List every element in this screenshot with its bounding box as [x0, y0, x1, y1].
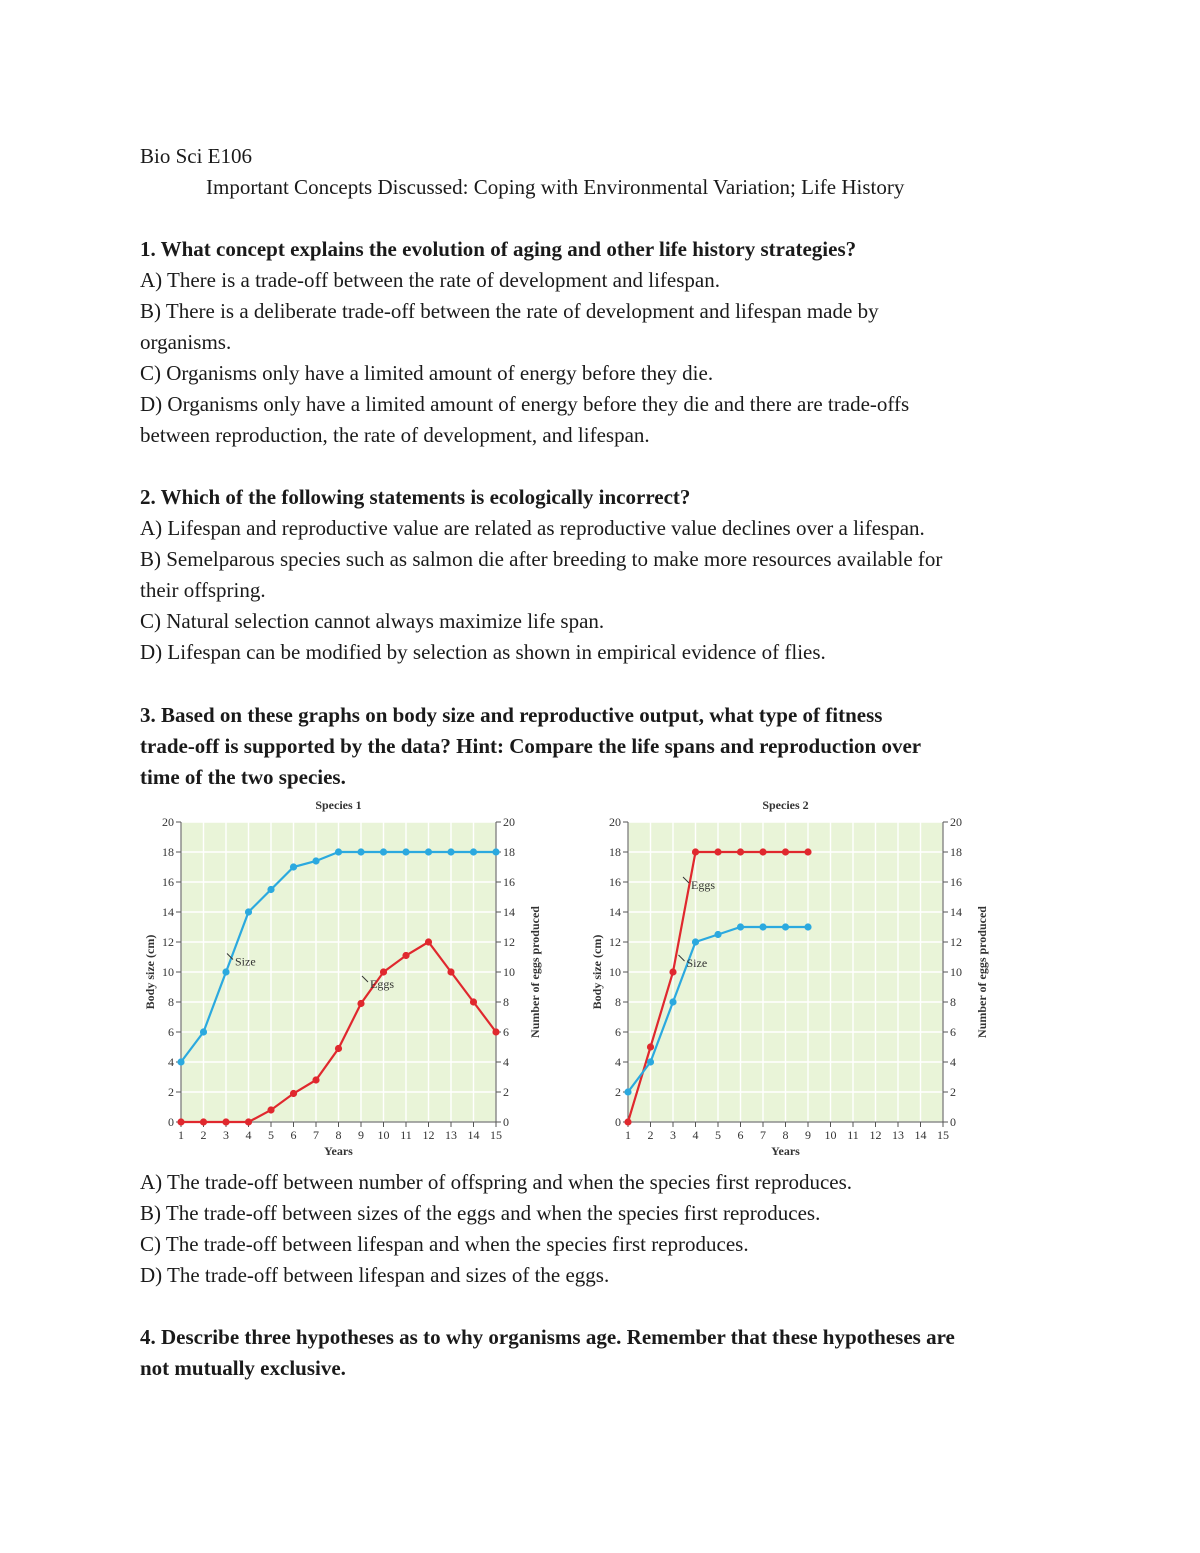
x-tick-label: 4 — [245, 1128, 252, 1142]
chart-title: Species 1 — [315, 798, 362, 812]
y-tick-label-left: 2 — [615, 1085, 621, 1099]
q2-option-d: D) Lifespan can be modified by selection as shown in empirical evidence of flies. — [140, 640, 826, 664]
size-data-point — [312, 857, 319, 864]
q1-option-d: D) Organisms only have a limited amount of energy before they die and there are trade-offs — [140, 392, 910, 416]
size-data-point — [714, 931, 721, 938]
size-data-point — [447, 848, 454, 855]
eggs-data-point — [335, 1045, 342, 1052]
eggs-data-point — [245, 1118, 252, 1125]
concepts-heading: Important Concepts Discussed: Coping with Environmental Variation; Life History — [206, 175, 905, 199]
y-tick-label-right: 12 — [503, 935, 515, 949]
q1-option-b: B) There is a deliberate trade-off between the rate of development and lifespan made by — [140, 299, 879, 323]
eggs-data-point — [647, 1043, 654, 1050]
y-tick-label-left: 8 — [168, 995, 174, 1009]
species-2-chart — [587, 792, 1007, 1162]
x-axis-label: Years — [324, 1144, 353, 1158]
x-tick-label: 9 — [358, 1128, 364, 1142]
x-tick-label: 7 — [313, 1128, 319, 1142]
size-data-point — [647, 1058, 654, 1065]
x-tick-label: 13 — [892, 1128, 904, 1142]
y-tick-label-right: 18 — [503, 845, 515, 859]
x-tick-label: 11 — [400, 1128, 412, 1142]
y-tick-label-right: 16 — [503, 875, 515, 889]
y-tick-label-right: 12 — [950, 935, 962, 949]
y-tick-label-left: 8 — [615, 995, 621, 1009]
size-data-point — [624, 1088, 631, 1095]
eggs-data-point — [222, 1118, 229, 1125]
q2-option-c: C) Natural selection cannot always maximize life span. — [140, 609, 605, 633]
y-tick-label-left: 4 — [168, 1055, 174, 1069]
y-tick-label-left: 12 — [609, 935, 621, 949]
y-tick-label-left: 6 — [168, 1025, 174, 1039]
y-tick-label-right: 0 — [950, 1115, 956, 1129]
question-1: 1. What concept explains the evolution of aging and other life history strategies? — [140, 237, 857, 261]
q3-option-b: B) The trade-off between sizes of the eggs and when the species first reproduces. — [140, 1201, 821, 1225]
x-tick-label: 14 — [914, 1128, 927, 1142]
q1-option-c: C) Organisms only have a limited amount of energy before they die. — [140, 361, 714, 385]
size-data-point — [737, 923, 744, 930]
question-4-line-2: not mutually exclusive. — [140, 1356, 346, 1380]
y-tick-label-left: 10 — [162, 965, 174, 979]
q1-option-d-cont: between reproduction, the rate of development, and lifespan. — [140, 423, 650, 447]
chart-title: Species 2 — [762, 798, 809, 812]
y-tick-label-right: 2 — [503, 1085, 509, 1099]
size-data-point — [470, 848, 477, 855]
q1-option-b-cont: organisms. — [140, 330, 232, 354]
size-data-point — [267, 886, 274, 893]
eggs-data-point — [737, 848, 744, 855]
y-tick-label-left: 14 — [162, 905, 174, 919]
eggs-data-point — [425, 938, 432, 945]
size-annotation-label: Size — [686, 956, 708, 970]
y-tick-label-right: 14 — [503, 905, 515, 919]
x-tick-label: 3 — [670, 1128, 676, 1142]
size-data-point — [804, 923, 811, 930]
x-tick-label: 1 — [178, 1128, 184, 1142]
question-2: 2. Which of the following statements is ecologically incorrect? — [140, 485, 691, 509]
question-4: 4. Describe three hypotheses as to why organisms age. Remember that these hypotheses are — [140, 1325, 955, 1349]
species-1-chart — [140, 792, 560, 1162]
eggs-data-point — [692, 848, 699, 855]
x-tick-label: 5 — [715, 1128, 721, 1142]
eggs-annotation-label: Eggs — [691, 878, 715, 892]
size-annotation-label: Size — [235, 954, 256, 969]
y-tick-label-right: 14 — [950, 905, 962, 919]
eggs-data-point — [290, 1090, 297, 1097]
q3-option-a: A) The trade-off between number of offspring and when the species first reproduces. — [140, 1170, 853, 1194]
x-tick-label: 2 — [200, 1128, 207, 1142]
eggs-data-point — [447, 968, 454, 975]
eggs-data-point — [312, 1076, 319, 1083]
x-tick-label: 8 — [782, 1128, 789, 1142]
y-tick-label-left: 18 — [609, 845, 621, 859]
size-data-point — [177, 1058, 184, 1065]
y-tick-label-left: 2 — [168, 1085, 174, 1099]
x-tick-label: 15 — [937, 1128, 949, 1142]
x-tick-label: 14 — [467, 1128, 480, 1142]
y-tick-label-right: 16 — [950, 875, 962, 889]
size-data-point — [492, 848, 499, 855]
y-tick-label-left: 0 — [615, 1115, 621, 1129]
x-tick-label: 12 — [869, 1128, 882, 1142]
x-tick-label: 1 — [625, 1128, 631, 1142]
eggs-data-point — [402, 952, 409, 959]
q3-option-c: C) The trade-off between lifespan and when the species first reproduces. — [140, 1232, 749, 1256]
eggs-data-point — [200, 1118, 207, 1125]
y-tick-label-right: 6 — [950, 1025, 956, 1039]
y-tick-label-right: 20 — [950, 815, 962, 829]
question-3-line-2: trade-off is supported by the data? Hint: Compare the life spans and reproduction over — [140, 734, 922, 758]
x-tick-label: 3 — [223, 1128, 229, 1142]
y-tick-label-right: 4 — [950, 1055, 956, 1069]
y-tick-label-right: 6 — [503, 1025, 509, 1039]
x-tick-label: 12 — [422, 1128, 435, 1142]
x-tick-label: 5 — [268, 1128, 274, 1142]
x-tick-label: 10 — [824, 1128, 837, 1142]
size-data-point — [335, 848, 342, 855]
y-tick-label-left: 12 — [162, 935, 174, 949]
y-tick-label-right: 10 — [950, 965, 962, 979]
y-tick-label-left: 18 — [162, 845, 174, 859]
x-tick-label: 4 — [692, 1128, 699, 1142]
q2-option-a: A) Lifespan and reproductive value are related as reproductive value declines over a lifespan. — [140, 516, 925, 540]
size-data-point — [669, 998, 676, 1005]
size-data-point — [290, 863, 297, 870]
y-axis-label-right: Number of eggs produced — [975, 906, 989, 1038]
y-tick-label-right: 4 — [503, 1055, 509, 1069]
y-tick-label-left: 20 — [162, 815, 174, 829]
size-data-point — [402, 848, 409, 855]
eggs-data-point — [357, 1000, 364, 1007]
question-3-line-3: time of the two species. — [140, 765, 346, 789]
y-tick-label-left: 10 — [609, 965, 621, 979]
size-data-point — [782, 923, 789, 930]
y-tick-label-left: 16 — [162, 875, 174, 889]
x-tick-label: 8 — [335, 1128, 342, 1142]
size-data-point — [425, 848, 432, 855]
q2-option-b-cont: their offspring. — [140, 578, 266, 602]
size-data-point — [200, 1028, 207, 1035]
y-tick-label-right: 2 — [950, 1085, 956, 1099]
size-data-point — [692, 938, 699, 945]
eggs-data-point — [714, 848, 721, 855]
x-tick-label: 7 — [760, 1128, 766, 1142]
eggs-data-point — [624, 1118, 631, 1125]
y-tick-label-left: 0 — [168, 1115, 174, 1129]
x-tick-label: 10 — [377, 1128, 390, 1142]
question-3: 3. Based on these graphs on body size and reproductive output, what type of fitness — [140, 703, 883, 727]
y-tick-label-left: 4 — [615, 1055, 621, 1069]
size-data-point — [245, 908, 252, 915]
y-axis-label: Body size (cm) — [143, 934, 157, 1010]
y-tick-label-left: 16 — [609, 875, 621, 889]
x-axis-label: Years — [771, 1144, 800, 1158]
eggs-data-point — [267, 1106, 274, 1113]
y-tick-label-left: 6 — [615, 1025, 621, 1039]
x-tick-label: 15 — [490, 1128, 502, 1142]
eggs-data-point — [782, 848, 789, 855]
y-tick-label-left: 14 — [609, 905, 621, 919]
y-tick-label-left: 20 — [609, 815, 621, 829]
size-data-point — [222, 968, 229, 975]
y-tick-label-right: 8 — [503, 995, 509, 1009]
eggs-data-point — [759, 848, 766, 855]
y-tick-label-right: 10 — [503, 965, 515, 979]
size-data-point — [357, 848, 364, 855]
q3-option-d: D) The trade-off between lifespan and sizes of the eggs. — [140, 1263, 610, 1287]
size-data-point — [759, 923, 766, 930]
x-tick-label: 11 — [847, 1128, 859, 1142]
eggs-annotation-label: Eggs — [370, 977, 394, 991]
x-tick-label: 6 — [737, 1128, 744, 1142]
y-axis-label-right: Number of eggs produced — [528, 906, 542, 1038]
y-tick-label-right: 18 — [950, 845, 962, 859]
q2-option-b: B) Semelparous species such as salmon die after breeding to make more resources available for — [140, 547, 943, 571]
eggs-data-point — [177, 1118, 184, 1125]
y-tick-label-right: 8 — [950, 995, 956, 1009]
x-tick-label: 2 — [647, 1128, 654, 1142]
x-tick-label: 6 — [290, 1128, 297, 1142]
x-tick-label: 9 — [805, 1128, 811, 1142]
eggs-data-point — [380, 968, 387, 975]
x-tick-label: 13 — [445, 1128, 457, 1142]
eggs-data-point — [669, 968, 676, 975]
course-title: Bio Sci E106 — [140, 144, 253, 168]
eggs-data-point — [492, 1028, 499, 1035]
eggs-data-point — [804, 848, 811, 855]
eggs-data-point — [470, 998, 477, 1005]
q1-option-a: A) There is a trade-off between the rate of development and lifespan. — [140, 268, 720, 292]
size-data-point — [380, 848, 387, 855]
y-axis-label: Body size (cm) — [590, 934, 604, 1010]
y-tick-label-right: 20 — [503, 815, 515, 829]
y-tick-label-right: 0 — [503, 1115, 509, 1129]
